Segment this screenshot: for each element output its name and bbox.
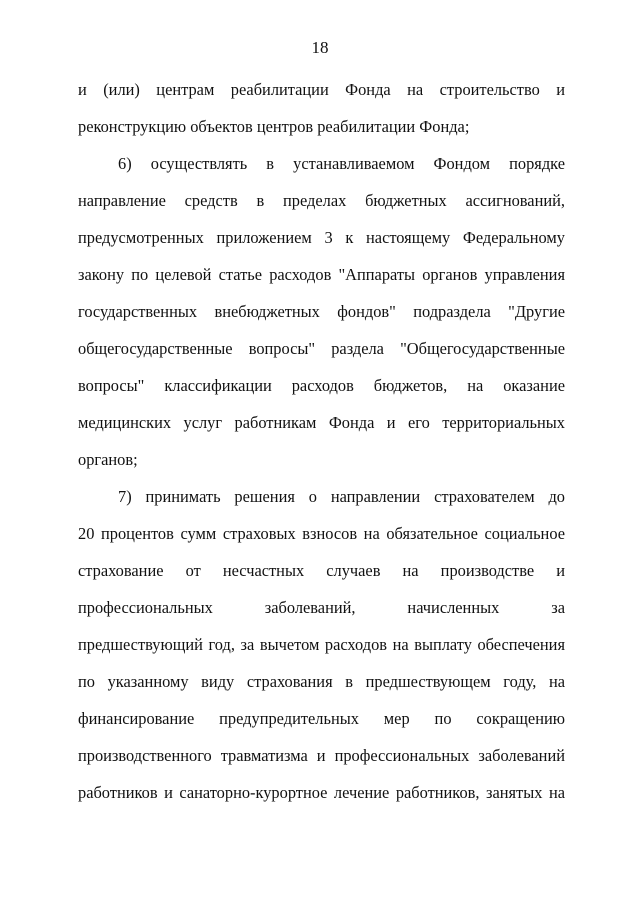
text-line: направление средств в пределах бюджетных ассигнований, — [78, 191, 565, 210]
text-line: государственных внебюджетных фондов" подраздела "Другие — [78, 302, 565, 321]
text-line: закону по целевой статье расходов "Аппараты органов управления — [78, 265, 565, 284]
text-line: 20 процентов сумм страховых взносов на обязательное социальное — [78, 524, 565, 543]
document-body — [78, 71, 565, 811]
text-line: и (или) центрам реабилитации Фонда на строительство и — [78, 80, 565, 99]
text-line: 7) принимать решения о направлении страхователем до — [118, 487, 565, 506]
text-line: общегосударственные вопросы" раздела "Общегосударственные — [78, 339, 565, 358]
text-line: по указанному виду страхования в предшествующем году, на — [78, 672, 565, 691]
page-number: 18 — [311, 38, 329, 57]
text-line: органов; — [78, 450, 138, 469]
text-line: 6) осуществлять в устанавливаемом Фондом порядке — [118, 154, 565, 173]
text-line: профессиональных заболеваний, начисленных за — [78, 598, 565, 617]
text-line: производственного травматизма и профессиональных заболеваний — [78, 746, 565, 765]
text-line: медицинских услуг работникам Фонда и его территориальных — [78, 413, 565, 432]
text-line: страхование от несчастных случаев на производстве и — [78, 561, 565, 580]
text-line: работников и санаторно-курортное лечение работников, занятых на — [78, 783, 565, 802]
text-line: финансирование предупредительных мер по сокращению — [78, 709, 565, 728]
text-line: реконструкцию объектов центров реабилитации Фонда; — [78, 117, 470, 136]
text-line: вопросы" классификации расходов бюджетов, на оказание — [78, 376, 565, 395]
text-line: предусмотренных приложением 3 к настоящему Федеральному — [78, 228, 565, 247]
text-line: предшествующий год, за вычетом расходов на выплату обеспечения — [78, 635, 565, 654]
